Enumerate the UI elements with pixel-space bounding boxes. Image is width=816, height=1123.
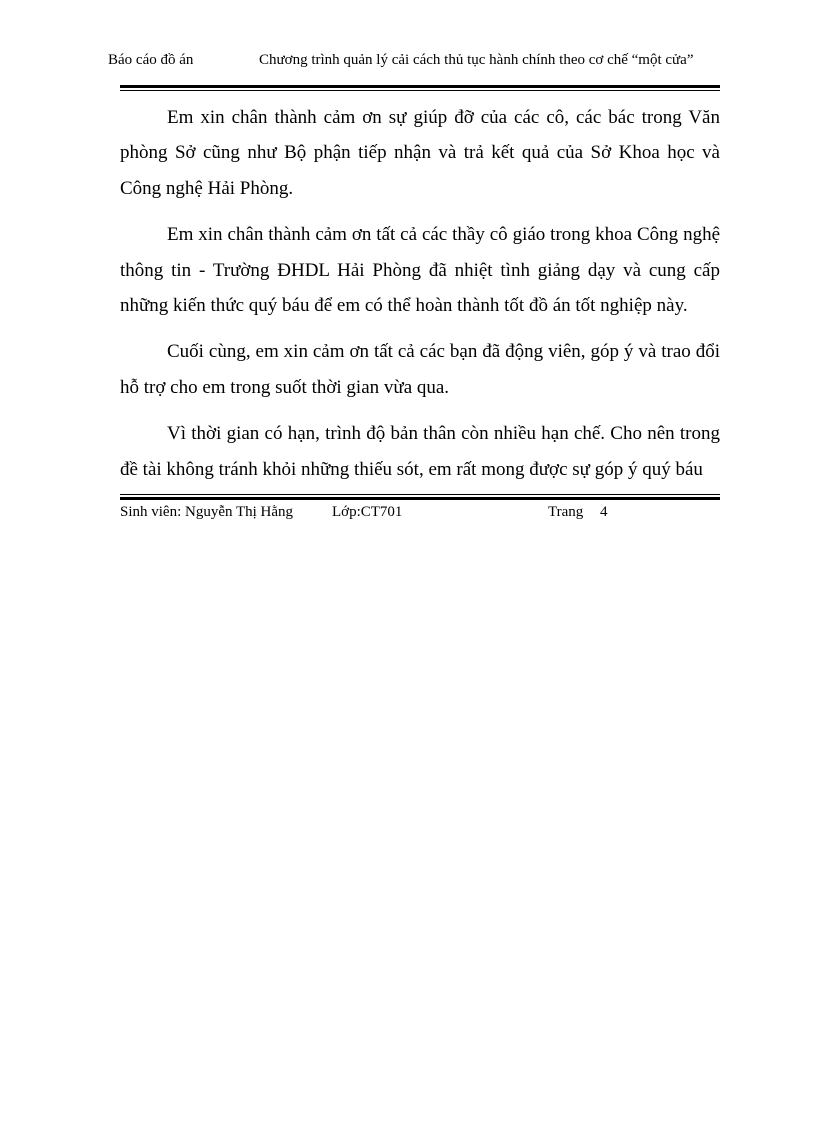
footer-divider-thin-line bbox=[120, 494, 720, 495]
paragraph-thanks-office: Em xin chân thành cảm ơn sự giúp đỡ của các cô, các bác trong Văn phòng Sở cũng như Bộ phận tiếp nhận và trả kết quả của Sở Khoa học và Công nghệ Hải Phòng. bbox=[120, 107, 720, 199]
header-divider bbox=[120, 85, 720, 93]
document-body bbox=[120, 100, 720, 487]
header-project-title: Chương trình quản lý cải cách thủ tục hành chính theo cơ chế “một cửa” bbox=[259, 52, 694, 68]
footer-page-label: Trang bbox=[548, 504, 584, 520]
footer-page-number: 4 bbox=[600, 504, 608, 520]
page-footer bbox=[120, 504, 720, 528]
paragraph-thanks-friends: Cuối cùng, em xin cảm ơn tất cả các bạn đã động viên, góp ý và trao đổi hỗ trợ cho em trong suốt thời gian vừa qua. bbox=[120, 341, 720, 398]
paragraph-thanks-teachers: Em xin chân thành cảm ơn tất cả các thầy cô giáo trong khoa Công nghệ thông tin - Trường ĐHDL Hải Phòng đã nhiệt tình giảng dạy và cung cấp những kiến thức quý báu để em có thể hoàn thành tốt đồ án tốt nghiệp này. bbox=[120, 224, 720, 317]
footer-student-name: Sinh viên: Nguyễn Thị Hằng bbox=[120, 504, 294, 520]
footer-class: Lớp:CT701 bbox=[332, 504, 403, 520]
header-divider-thick-line bbox=[120, 85, 720, 88]
footer-divider bbox=[120, 494, 720, 502]
page-header bbox=[108, 52, 720, 74]
header-divider-thin-line bbox=[120, 90, 720, 91]
paragraph-limitations: Vì thời gian có hạn, trình độ bản thân còn nhiều hạn chế. Cho nên trong đề tài không tránh khỏi những thiếu sót, em rất mong được sự góp ý quý báu bbox=[120, 423, 720, 480]
footer-divider-thick-line bbox=[120, 497, 720, 500]
header-report-title: Báo cáo đồ án bbox=[108, 52, 194, 68]
